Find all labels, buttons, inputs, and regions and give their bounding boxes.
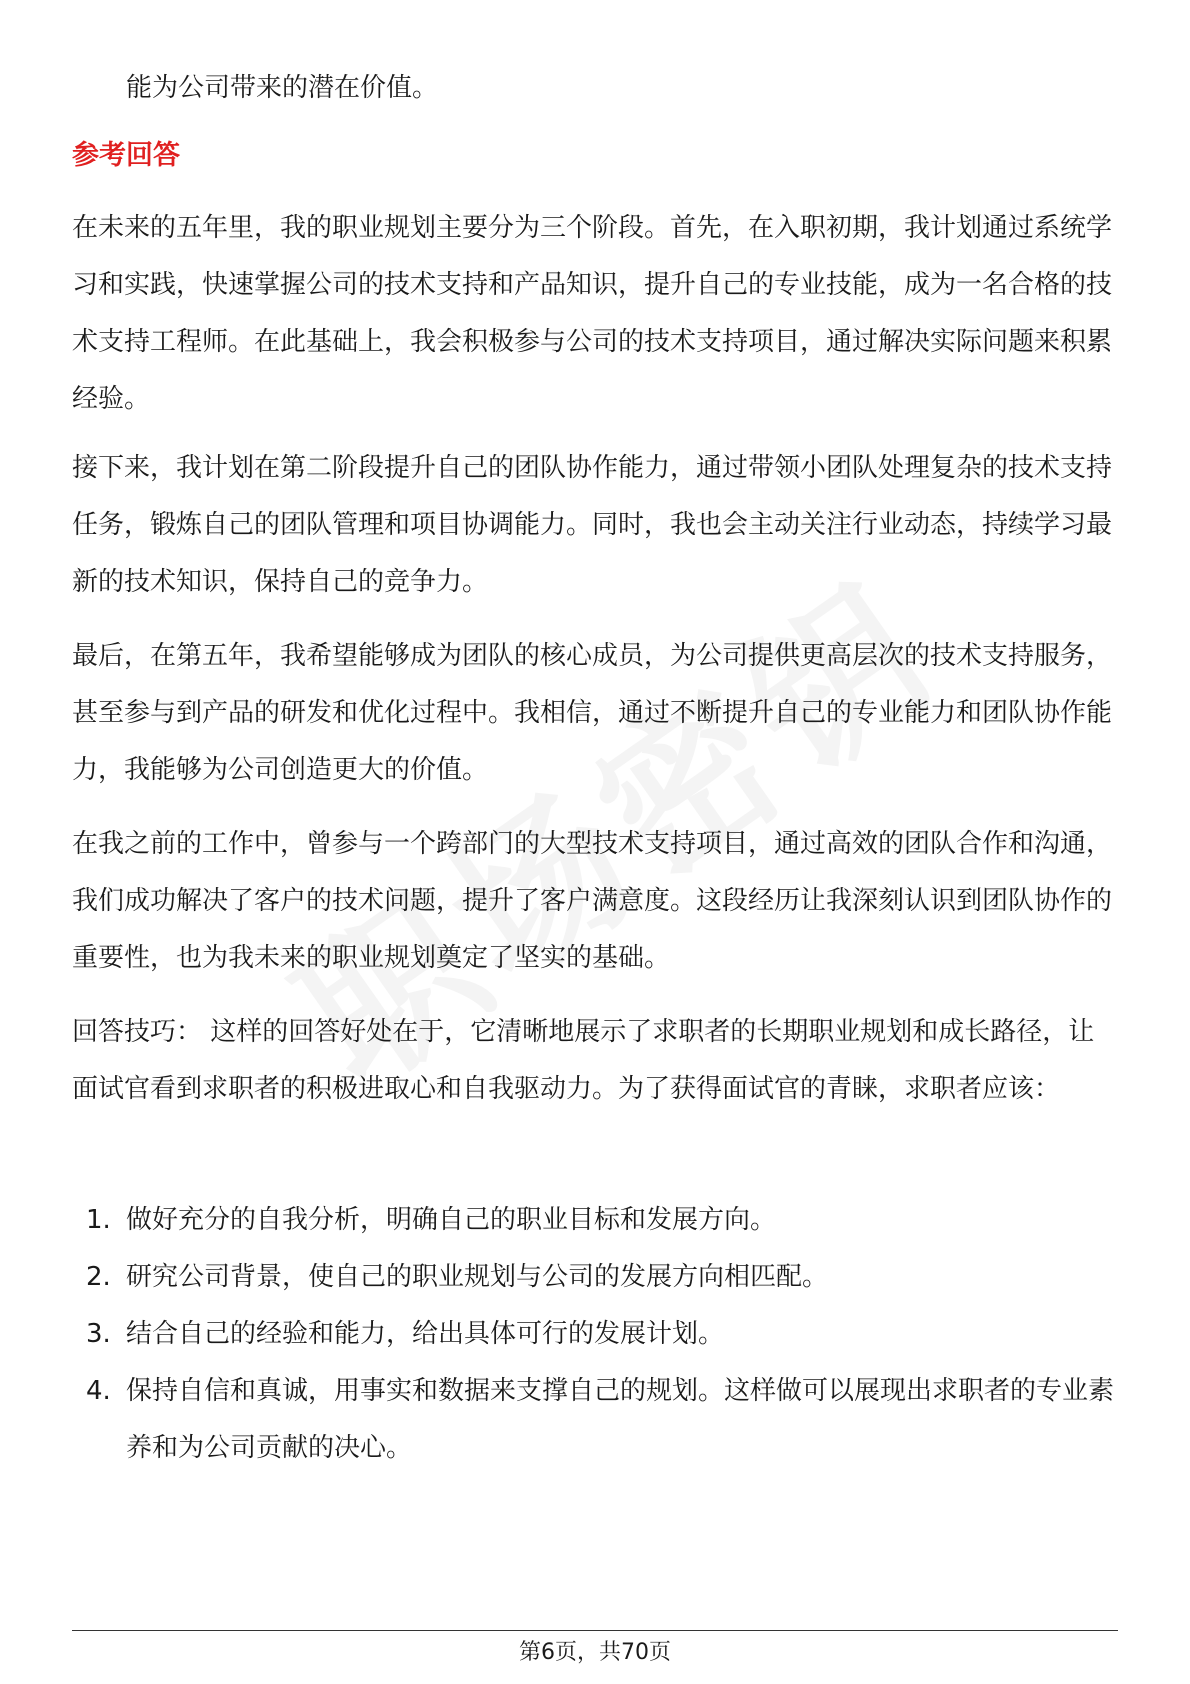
list-text: 保持自信和真诚，用事实和数据来支撑自己的规划。这样做可以展现出求职者的专业素养和为公司贡献的决心。 [126,1376,1115,1463]
list-text: 结合自己的经验和能力，给出具体可行的发展计划。 [126,1319,725,1349]
answer-heading: 参考回答 [72,140,180,171]
list-item [72,1306,1120,1363]
intro-line: 能为公司带来的潜在价值。 [126,73,439,103]
tips-list [72,1192,1120,1477]
list-number: 2. [86,1262,111,1292]
paragraph-3: 最后，在第五年，我希望能够成为团队的核心成员，为公司提供更高层次的技术支持服务，甚至参与到产品的研发和优化过程中。我相信，通过不断提升自己的专业能力和团队协作能力，我能够为公司创造更大的价值。 [72,641,1113,785]
list-item [72,1249,1120,1306]
paragraph-2: 接下来，我计划在第二阶段提升自己的团队协作能力，通过带领小团队处理复杂的技术支持任务，锻炼自己的团队管理和项目协调能力。同时，我也会主动关注行业动态，持续学习最新的技术知识，保持自己的竞争力。 [72,453,1113,597]
list-item [72,1363,1120,1477]
answer-tips: 回答技巧： 这样的回答好处在于，它清晰地展示了求职者的长期职业规划和成长路径，让面试官看到求职者的积极进取心和自我驱动力。为了获得面试官的青睐，求职者应该： [72,1017,1095,1104]
list-number: 1. [86,1205,111,1235]
paragraph-1: 在未来的五年里，我的职业规划主要分为三个阶段。首先，在入职初期，我计划通过系统学习和实践，快速掌握公司的技术支持和产品知识，提升自己的专业技能，成为一名合格的技术支持工程师。在此基础上，我会积极参与公司的技术支持项目，通过解决实际问题来积累经验。 [72,213,1113,414]
list-number: 4. [86,1376,111,1406]
page-number: 第6页，共70页 [519,1640,671,1665]
list-text: 做好充分的自我分析，明确自己的职业目标和发展方向。 [126,1205,777,1235]
list-item [72,1192,1120,1249]
list-text: 研究公司背景，使自己的职业规划与公司的发展方向相匹配。 [126,1262,829,1292]
list-number: 3. [86,1319,111,1349]
footer-divider [72,1630,1118,1631]
paragraph-4: 在我之前的工作中，曾参与一个跨部门的大型技术支持项目，通过高效的团队合作和沟通，我们成功解决了客户的技术问题，提升了客户满意度。这段经历让我深刻认识到团队协作的重要性，也为我未来的职业规划奠定了坚实的基础。 [72,829,1113,973]
